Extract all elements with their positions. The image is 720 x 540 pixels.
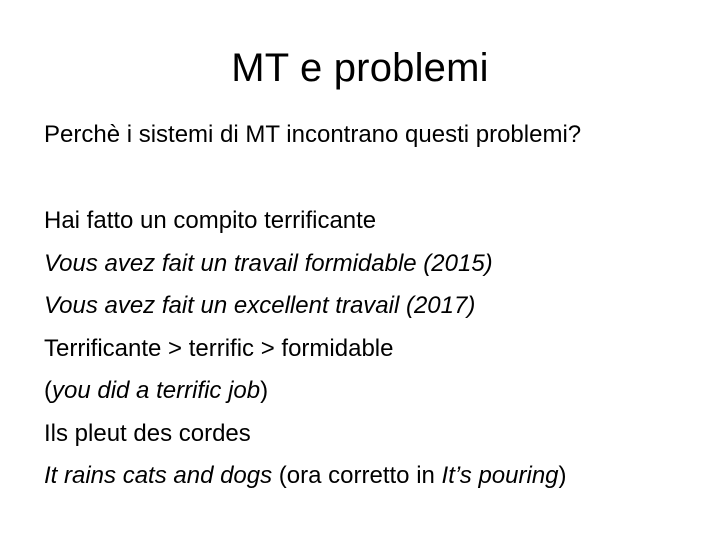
question-text: Perchè i sistemi di MT incontrano questi problemi? [44, 121, 582, 148]
example-line-french-2017: Vous avez fait un excellent travail (2017) [44, 292, 476, 319]
example-line-french-idiom: Ils pleut des cordes [44, 419, 251, 447]
example-line-english [44, 370, 567, 413]
idiom-original: It rains cats and dogs [44, 462, 273, 489]
example-line-english-idiom [44, 455, 567, 498]
example-line-chain: Terrificante > terrific > formidable [44, 334, 394, 362]
example-line-italian: Hai fatto un compito terrificante [44, 207, 377, 234]
idiom-corrected: It’s pouring [441, 462, 559, 489]
paren-close: ) [260, 377, 269, 404]
idiom-close: ) [558, 462, 567, 489]
example-line-french-2015: Vous avez fait un travail formidable (2015) [44, 249, 493, 277]
idiom-note: (ora corretto in [272, 462, 442, 489]
paren-open: ( [44, 377, 52, 404]
example-lines [44, 200, 567, 498]
slide-title: MT e problemi [231, 46, 489, 90]
english-phrase: you did a terrific job [52, 377, 261, 404]
